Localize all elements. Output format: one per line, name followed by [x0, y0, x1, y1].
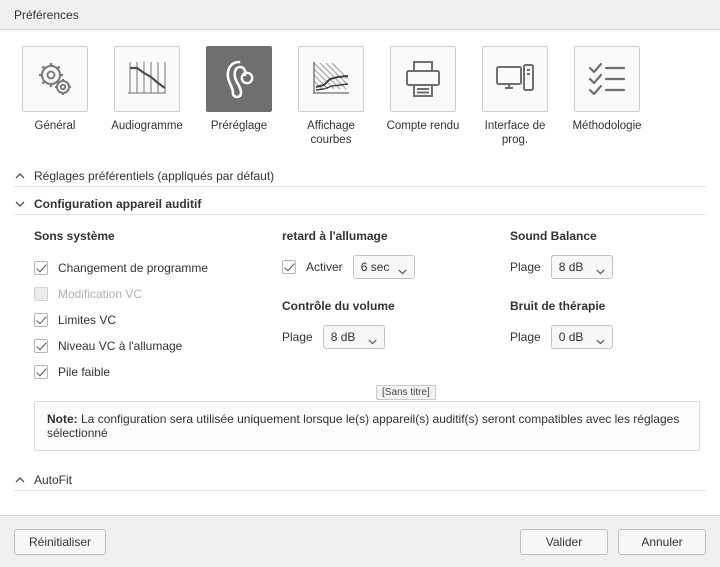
- chevron-down-icon: [596, 264, 605, 270]
- tab-report-tile[interactable]: [390, 46, 456, 112]
- sound-balance-row: [510, 255, 700, 279]
- chevron-down-icon: [368, 334, 377, 340]
- tab-report-label: Compte rendu: [386, 120, 460, 132]
- section-hearing-aid-config-label: Configuration appareil auditif: [34, 196, 202, 211]
- therapy-noise-block: [510, 299, 700, 349]
- select-sound-balance-range[interactable]: [551, 255, 613, 279]
- middle-column: [282, 229, 510, 385]
- tab-report[interactable]: [382, 46, 464, 147]
- reset-button[interactable]: Réinitialiser: [14, 529, 106, 555]
- note-text: La configuration sera utilisée uniquement lorsque le(s) appareil(s) auditif(s) seront compatibles avec les réglages sélectionné: [47, 412, 680, 440]
- window-titlebar: [0, 0, 720, 30]
- therapy-noise-label: Bruit de thérapie: [510, 299, 606, 313]
- volume-control-row: [282, 325, 510, 349]
- section-autofit-label: AutoFit: [34, 472, 73, 487]
- tab-methodology-label: Méthodologie: [572, 120, 642, 132]
- checkbox-vc-startup-level[interactable]: [34, 339, 48, 353]
- system-sounds-column: [14, 229, 282, 385]
- section-hearing-aid-config[interactable]: [14, 193, 706, 215]
- tab-methodology[interactable]: [566, 46, 648, 147]
- tab-audiogram-tile[interactable]: [114, 46, 180, 112]
- preferences-content: [0, 151, 720, 515]
- checklist-icon: [586, 59, 628, 99]
- note-area: [14, 385, 706, 451]
- sound-balance-range-label: Plage: [510, 260, 541, 274]
- select-therapy-noise-range[interactable]: [551, 325, 613, 349]
- startup-delay-block: [282, 229, 510, 279]
- curves-display-icon: [310, 59, 352, 99]
- tab-preset-tile[interactable]: [206, 46, 272, 112]
- tab-audiogram-label: Audiogramme: [111, 120, 183, 132]
- cancel-button[interactable]: Annuler: [618, 529, 706, 555]
- checkbox-row-program-change[interactable]: [34, 255, 282, 281]
- right-column: [510, 229, 700, 385]
- checkbox-vc-change-label: Modification VC: [58, 287, 143, 301]
- config-columns: [14, 215, 706, 385]
- preferences-toolbar: [0, 30, 720, 151]
- section-preferred-settings-label: Réglages préférentiels (appliqués par défaut): [34, 168, 275, 183]
- tab-general-label: Général: [34, 120, 76, 132]
- window-title: Préférences: [14, 7, 79, 22]
- tooltip: [Sans titre]: [376, 385, 436, 400]
- checkbox-vc-change[interactable]: [34, 287, 48, 301]
- printer-icon: [402, 59, 444, 99]
- startup-delay-activate-label: Activer: [306, 260, 343, 274]
- select-startup-delay-value: 6 sec: [360, 260, 390, 274]
- checkbox-low-battery-label: Pile faible: [58, 365, 111, 379]
- dialog-footer: [0, 515, 720, 567]
- checkbox-program-change[interactable]: [34, 261, 48, 275]
- checkbox-vc-limits-label: Limites VC: [58, 313, 117, 327]
- gears-icon: [34, 58, 76, 100]
- startup-delay-row: [282, 255, 510, 279]
- section-autofit[interactable]: [14, 469, 706, 491]
- checkbox-startup-delay-activate[interactable]: [282, 260, 296, 274]
- volume-control-range-label: Plage: [282, 330, 313, 344]
- tab-programming-interface-label: Interface de prog.: [484, 120, 546, 146]
- chevron-up-icon: [14, 474, 26, 486]
- section-preferred-settings[interactable]: [14, 165, 706, 187]
- sound-balance-label: Sound Balance: [510, 229, 597, 243]
- select-sound-balance-range-value: 8 dB: [558, 260, 584, 274]
- select-startup-delay[interactable]: [353, 255, 415, 279]
- tab-general-tile[interactable]: [22, 46, 88, 112]
- checkbox-vc-limits[interactable]: [34, 313, 48, 327]
- tab-general[interactable]: [14, 46, 96, 147]
- tab-curves-display-tile[interactable]: [298, 46, 364, 112]
- checkbox-row-vc-limits[interactable]: [34, 307, 282, 333]
- audiogram-icon: [126, 59, 168, 99]
- select-volume-control-range[interactable]: [323, 325, 385, 349]
- system-sounds-label: Sons système: [34, 229, 115, 243]
- chevron-up-icon: [14, 170, 26, 182]
- tab-curves-display[interactable]: [290, 46, 372, 147]
- tab-programming-interface[interactable]: [474, 46, 556, 147]
- select-volume-control-range-value: 8 dB: [330, 330, 356, 344]
- validate-button[interactable]: Valider: [520, 529, 608, 555]
- sound-balance-block: [510, 229, 700, 279]
- volume-control-block: [282, 299, 510, 349]
- checkbox-row-low-battery[interactable]: [34, 359, 282, 385]
- volume-control-label: Contrôle du volume: [282, 299, 395, 313]
- chevron-down-icon: [596, 334, 605, 340]
- chevron-down-icon: [398, 264, 407, 270]
- note-prefix: Note:: [47, 412, 78, 426]
- startup-delay-label: retard à l'allumage: [282, 229, 388, 243]
- therapy-noise-row: [510, 325, 700, 349]
- chevron-down-icon: [14, 198, 26, 210]
- checkbox-row-vc-startup-level[interactable]: [34, 333, 282, 359]
- tab-programming-interface-tile[interactable]: [482, 46, 548, 112]
- programming-interface-icon: [494, 59, 536, 99]
- therapy-noise-range-label: Plage: [510, 330, 541, 344]
- configuration-note: [34, 401, 700, 451]
- tab-audiogram[interactable]: [106, 46, 188, 147]
- checkbox-program-change-label: Changement de programme: [58, 261, 209, 275]
- tab-curves-display-label: Affichage courbes: [307, 120, 355, 146]
- tab-methodology-tile[interactable]: [574, 46, 640, 112]
- tab-preset[interactable]: [198, 46, 280, 147]
- checkbox-row-vc-change[interactable]: [34, 281, 282, 307]
- checkbox-low-battery[interactable]: [34, 365, 48, 379]
- tab-preset-label: Préréglage: [210, 120, 268, 132]
- hearing-aid-icon: [219, 58, 259, 100]
- footer-actions: [520, 529, 706, 555]
- checkbox-vc-startup-level-label: Niveau VC à l'allumage: [58, 339, 183, 353]
- select-therapy-noise-range-value: 0 dB: [558, 330, 584, 344]
